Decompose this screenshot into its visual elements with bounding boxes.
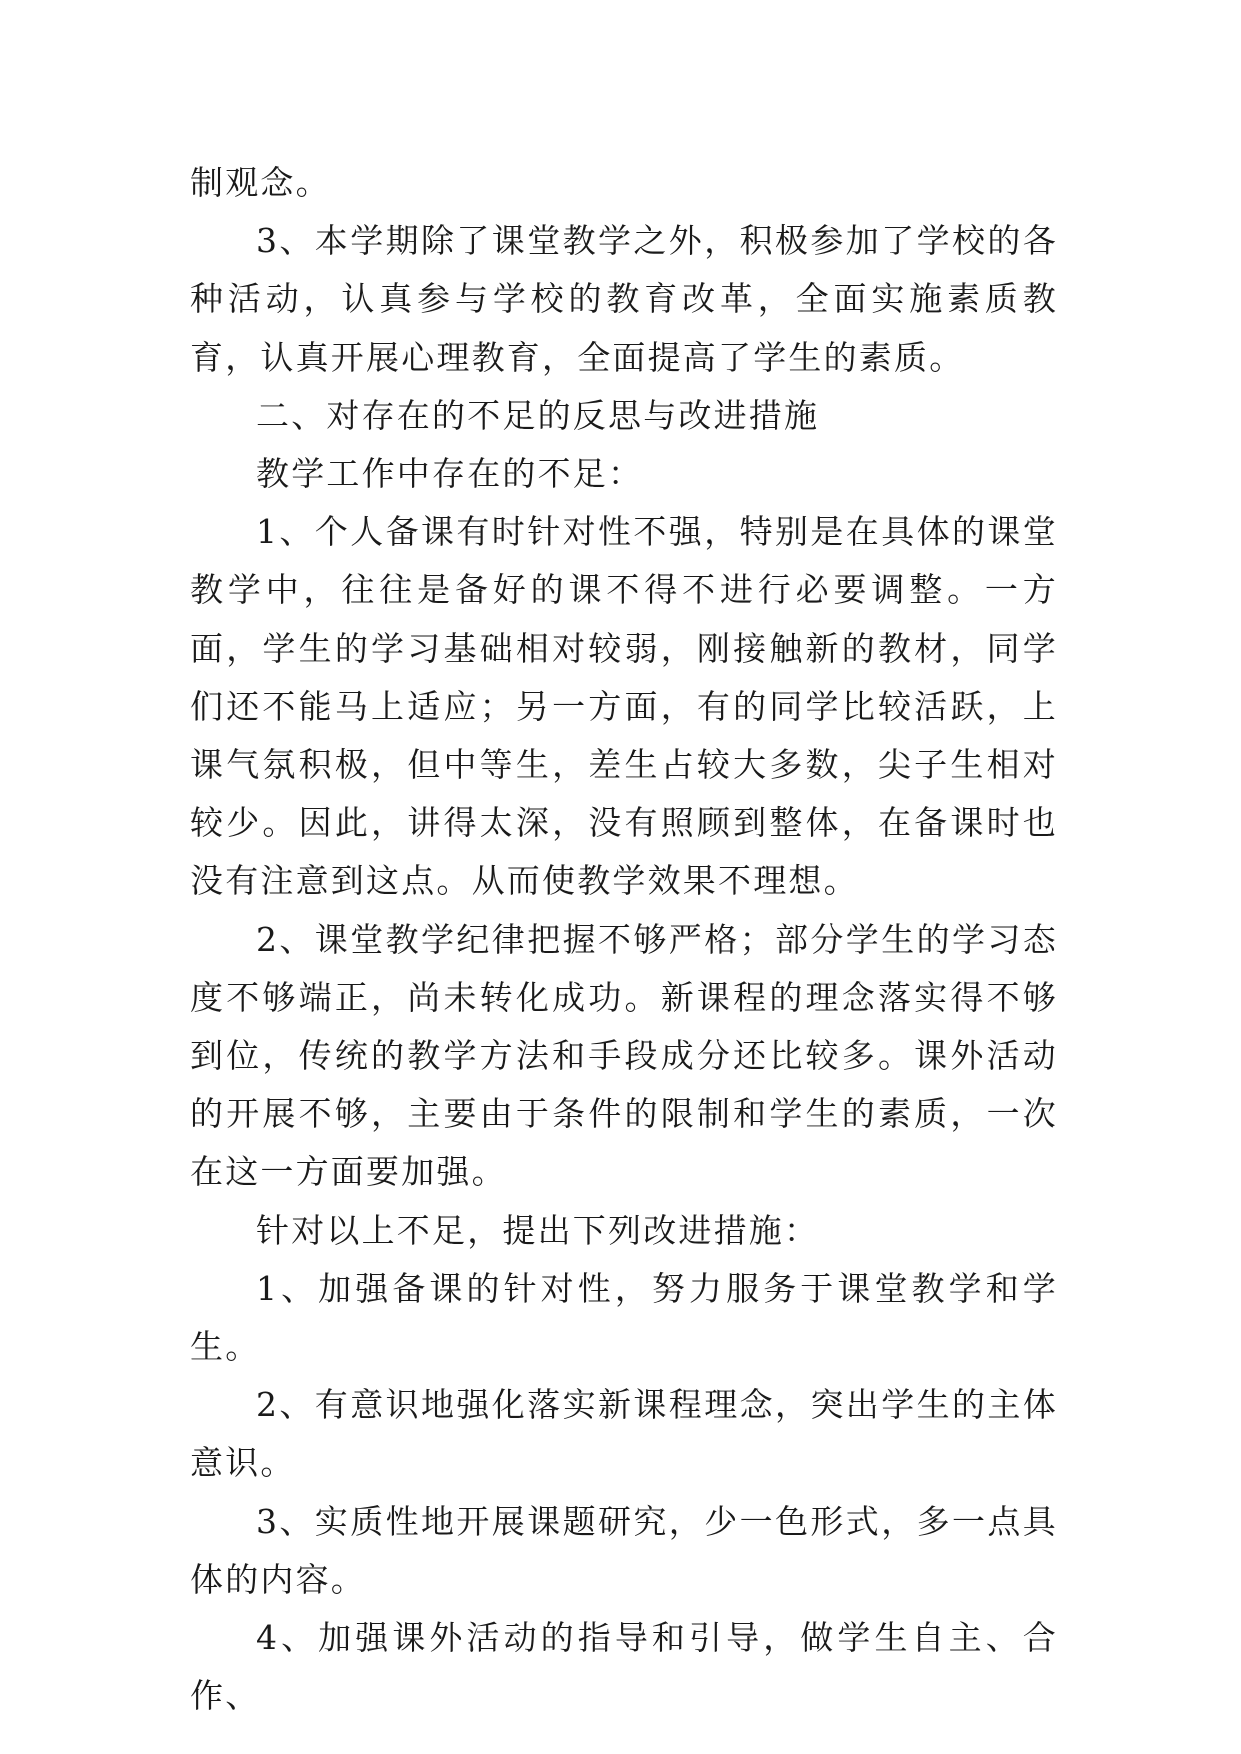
document-body	[190, 154, 1058, 1725]
paragraph: 1、个人备课有时针对性不强，特别是在具体的课堂教学中，往往是备好的课不得不进行必要调整。一方面，学生的学习基础相对较弱，刚接触新的教材，同学们还不能马上适应；另一方面，有的同学比较活跃，上课气氛积极，但中等生，差生占较大多数，尖子生相对较少。因此，讲得太深，没有照顾到整体，在备课时也没有注意到这点。从而使教学效果不理想。	[190, 512, 1058, 901]
paragraph: 3、本学期除了课堂教学之外，积极参加了学校的各种活动，认真参与学校的教育改革，全面实施素质教育，认真开展心理教育，全面提高了学生的素质。	[190, 221, 1058, 377]
list-item: 3、实质性地开展课题研究，少一色形式，多一点具体的内容。	[190, 1501, 1058, 1599]
list-item: 4、加强课外活动的指导和引导，做学生自主、合作、	[190, 1618, 1058, 1716]
section-heading: 二、对存在的不足的反思与改进措施	[256, 395, 820, 435]
list-item: 1、加强备课的针对性，努力服务于课堂教学和学生。	[190, 1268, 1058, 1367]
paragraph: 制观念。	[190, 163, 331, 202]
paragraph: 2、课堂教学纪律把握不够严格；部分学生的学习态度不够端正，尚未转化成功。新课程的理念落实得不够到位，传统的教学方法和手段成分还比较多。课外活动的开展不够，主要由于条件的限制和学生的素质，一次在这一方面要加强。	[190, 919, 1058, 1192]
list-item: 2、有意识地强化落实新课程理念，突出学生的主体意识。	[190, 1385, 1058, 1483]
paragraph: 针对以上不足，提出下列改进措施：	[256, 1210, 820, 1250]
paragraph: 教学工作中存在的不足：	[256, 454, 644, 494]
